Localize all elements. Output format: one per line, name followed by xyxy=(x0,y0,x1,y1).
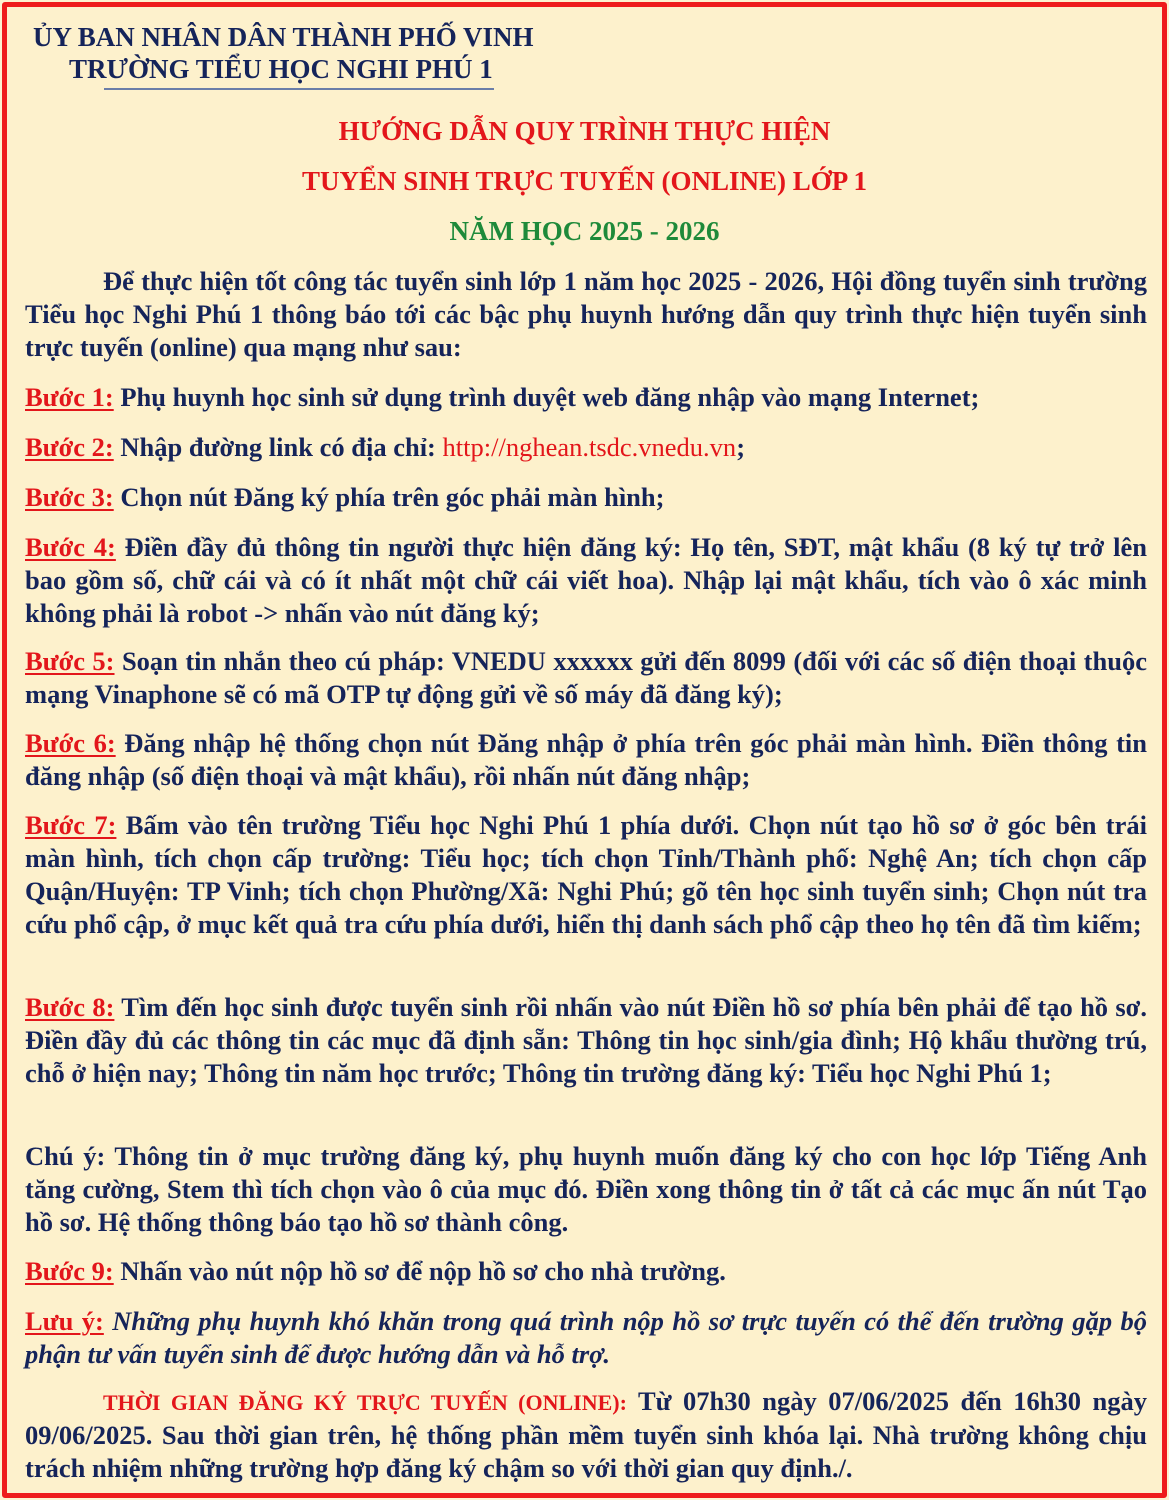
title-school-year: NĂM HỌC 2025 - 2026 xyxy=(449,216,720,246)
note-paragraph xyxy=(25,1305,1147,1371)
step-1 xyxy=(25,381,1147,414)
step-label: Bước 9: xyxy=(25,1256,114,1286)
registration-link[interactable]: http://nghean.tsdc.vnedu.vn xyxy=(442,432,737,462)
step-suffix: ; xyxy=(736,432,746,462)
step-text: Phụ huynh học sinh sử dụng trình duyệt web đăng nhập vào mạng Internet; xyxy=(113,382,980,412)
step-9 xyxy=(25,1255,1147,1288)
step-text: Điền đầy đủ thông tin người thực hiện đăng ký: Họ tên, SĐT, mật khẩu (8 ký tự trở lên bao gồm số, chữ cái và có ít nhất một chữ cái viết hoa). Nhập lại mật khẩu, tích vào ô xác minh không phải là robot -> nhấn vào nút đăng ký; xyxy=(25,532,1148,628)
step-text: Bấm vào tên trường Tiểu học Nghi Phú 1 phía dưới. Chọn nút tạo hồ sơ ở góc bên trái màn hình, tích chọn cấp trường: Tiểu học; tích chọn Tỉnh/Thành phố: Nghệ An; tích chọn cấp Quận/Huyện: TP Vinh; tích chọn Phường/Xã: Nghi Phú; gõ tên học sinh tuyển sinh; Chọn nút tra cứu phổ cập, ở mục kết quả tra cứu phía dưới, hiển thị danh sách phổ cập theo họ tên đã tìm kiếm; xyxy=(25,810,1148,939)
note-label: Lưu ý: xyxy=(25,1306,104,1336)
document-header xyxy=(33,21,534,85)
intro-paragraph: Để thực hiện tốt công tác tuyển sinh lớp 1 năm học 2025 - 2026, Hội đồng tuyển sinh trường Tiểu học Nghi Phú 1 thông báo tới các bậc phụ huynh hướng dẫn quy trình thực hiện tuyển sinh trực tuyến (online) qua mạng như sau: xyxy=(25,266,1147,362)
step-text: Nhập đường link có địa chỉ: xyxy=(113,432,443,462)
step-7 xyxy=(25,809,1147,941)
title-line-2: TUYỂN SINH TRỰC TUYẾN (ONLINE) LỚP 1 xyxy=(301,166,868,196)
step-8 xyxy=(25,991,1147,1090)
step-text: Soạn tin nhắn theo cú pháp: VNEDU xxxxxx gửi đến 8099 (đối với các số điện thoại thuộc mạng Vinaphone sẽ có mã OTP tự động gửi về số máy đã đăng ký); xyxy=(25,646,1147,709)
step-text: Chọn nút Đăng ký phía trên góc phải màn hình; xyxy=(113,482,665,512)
step-label: Bước 8: xyxy=(25,992,115,1022)
step-label: Bước 5: xyxy=(25,646,115,676)
school-name: TRƯỜNG TIỂU HỌC NGHI PHÚ 1 xyxy=(69,54,493,84)
step-text: Tìm đến học sinh được tuyển sinh rồi nhấn vào nút Điền hồ sơ phía bên phải để tạo hồ sơ. Điền đầy đủ các thông tin các mục đã định sẵn: Thông tin học sinh/gia đình; Hộ khẩu thường trú, chỗ ở hiện nay; Thông tin năm học trước; Thông tin trường đăng ký: Tiểu học Nghi Phú 1; xyxy=(25,992,1147,1088)
header-divider xyxy=(104,88,494,90)
organization-name: ỦY BAN NHÂN DÂN THÀNH PHỐ VINH xyxy=(33,22,534,52)
step-label: Bước 3: xyxy=(25,482,114,512)
deadline-text: Từ 07h30 ngày 07/06/2025 đến 16h30 ngày 09/06/2025. Sau thời gian trên, hệ thống phần mềm tuyển sinh khóa lại. Nhà trường không chịu trách nhiệm những trường hợp đăng ký chậm so với thời gian quy định./. xyxy=(25,1386,1148,1483)
deadline-paragraph xyxy=(25,1385,1147,1485)
deadline-label: THỜI GIAN ĐĂNG KÝ TRỰC TUYẾN (ONLINE): xyxy=(103,1390,627,1415)
step-label: Bước 1: xyxy=(25,382,114,412)
title-line-1: HƯỚNG DẪN QUY TRÌNH THỰC HIỆN xyxy=(338,116,831,146)
step-label: Bước 6: xyxy=(25,728,116,758)
note-text: Những phụ huynh khó khăn trong quá trình nộp hồ sơ trực tuyến có thể đến trường gặp bộ phận tư vấn tuyển sinh để được hướng dẫn và hỗ trợ. xyxy=(25,1306,1148,1369)
document xyxy=(7,7,1162,1493)
step-label: Bước 2: xyxy=(25,432,114,462)
step-4 xyxy=(25,531,1147,630)
step-6 xyxy=(25,727,1147,793)
attention-paragraph: Chú ý: Thông tin ở mục trường đăng ký, phụ huynh muốn đăng ký cho con học lớp Tiếng Anh tăng cường, Stem thì tích chọn vào ô của mục đó. Điền xong thông tin ở tất cả các mục ấn nút Tạo hồ sơ. Hệ thống thông báo tạo hồ sơ thành công. xyxy=(25,1141,1147,1237)
step-2 xyxy=(25,431,1147,464)
step-5 xyxy=(25,645,1147,711)
step-label: Bước 7: xyxy=(25,810,117,840)
step-text: Đăng nhập hệ thống chọn nút Đăng nhập ở phía trên góc phải màn hình. Điền thông tin đăng nhập (số điện thoại và mật khẩu), rồi nhấn nút đăng nhập; xyxy=(25,728,1147,791)
document-frame xyxy=(2,2,1167,1498)
step-label: Bước 4: xyxy=(25,532,116,562)
step-text: Nhấn vào nút nộp hồ sơ để nộp hồ sơ cho nhà trường. xyxy=(113,1256,726,1286)
step-3 xyxy=(25,481,1147,514)
